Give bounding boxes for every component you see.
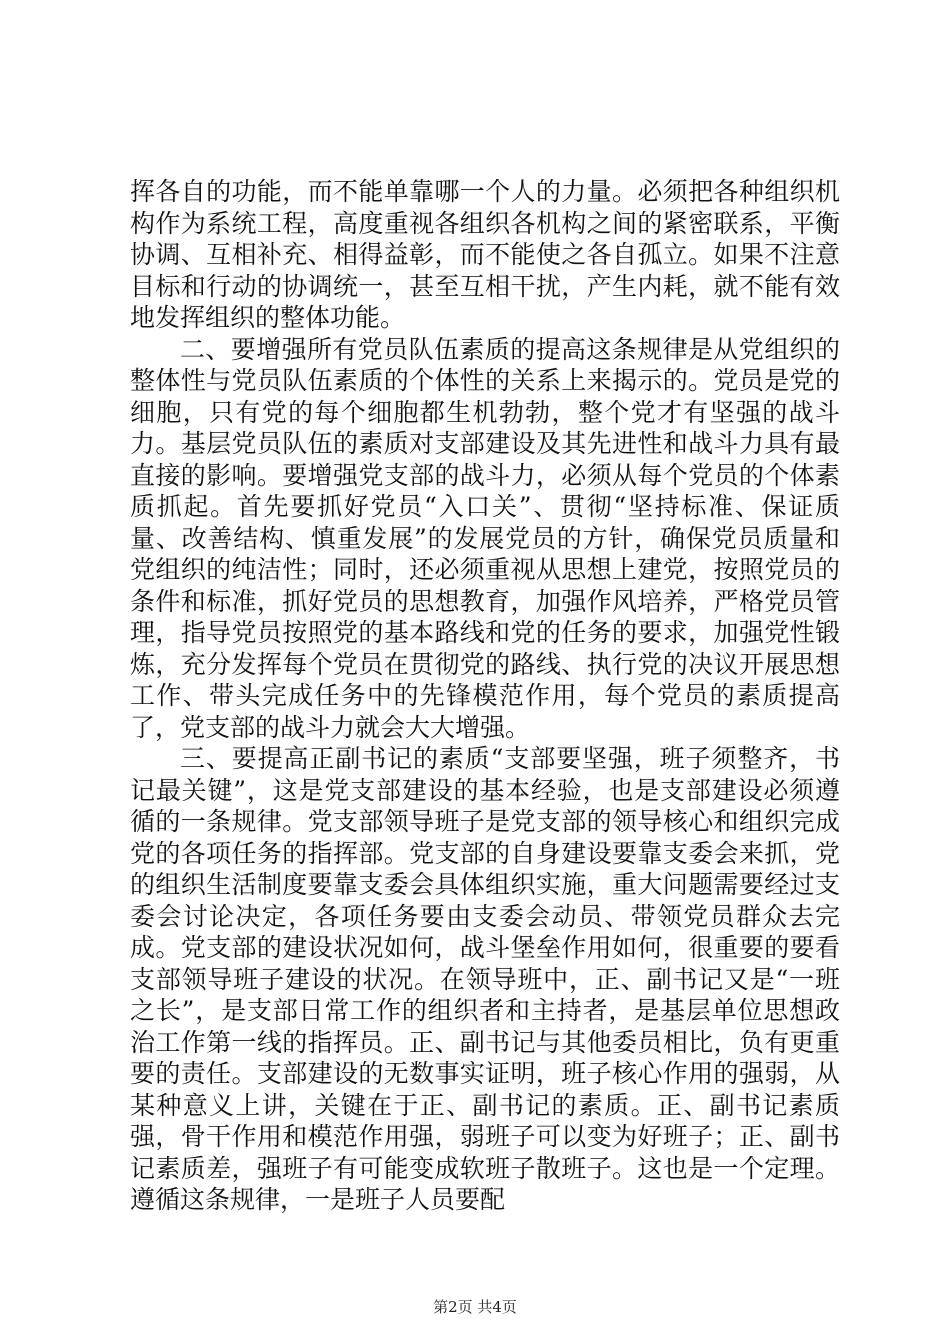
paragraph-3: 三、要提高正副书记的素质“支部要坚强，班子须整齐，书记最关键”，这是党支部建设的基本经验，也是支部建设必须遵循的一条规律。党支部领导班子是党支部的领导核心和组织完成党的各项任务的指挥部。党支部的自身建设要靠支委会来抓，党的组织生活制度要靠支委会具体组织实施，重大问题需要经过支委会讨论决定，各项任务要由支委会动员、带领党员群众去完成。党支部的建设状况如何，战斗堡垒作用如何，很重要的要看支部领导班子建设的状况。在领导班中，正、副书记又是“一班之长”，是支部日常工作的组织者和主持者，是基层单位思想政治工作第一线的指挥员。正、副书记与其他委员相比，负有更重要的责任。支部建设的无数事实证明，班子核心作用的强弱，从某种意义上讲，关键在于正、副书记的素质。正、副书记素质强，骨干作用和模范作用强，弱班子可以变为好班子；正、副书记素质差，强班子有可能变成软班子散班子。这也是一个定理。遵循这条规律，一是班子人员要配 xyxy=(130,744,840,1214)
page-number: 第2页 共4页 xyxy=(433,1298,517,1316)
paragraph-2: 二、要增强所有党员队伍素质的提高这条规律是从党组织的整体性与党员队伍素质的个体性的关系上来揭示的。党员是党的细胞，只有党的每个细胞都生机勃勃，整个党才有坚强的战斗力。基层党员队伍的素质对支部建设及其先进性和战斗力具有最直接的影响。要增强党支部的战斗力，必须从每个党员的个体素质抓起。首先要抓好党员“入口关”、贯彻“坚持标准、保证质量、改善结构、慎重发展”的发展党员的方针，确保党员质量和党组织的纯洁性；同时，还必须重视从思想上建党，按照党员的条件和标准，抓好党员的思想教育，加强作风培养，严格党员管理，指导党员按照党的基本路线和党的任务的要求，加强党性锻炼，充分发挥每个党员在贯彻党的路线、执行党的决议开展思想工作、带头完成任务中的先锋模范作用，每个党员的素质提高了，党支部的战斗力就会大大增强。 xyxy=(130,334,840,742)
body-text xyxy=(130,176,840,1216)
page-footer xyxy=(0,1296,950,1317)
paragraph-1: 挥各自的功能，而不能单靠哪一个人的力量。必须把各种组织机构作为系统工程，高度重视各组织各机构之间的紧密联系，平衡协调、互相补充、相得益彰，而不能使之各自孤立。如果不注意目标和行动的协调统一，甚至互相干扰，产生内耗，就不能有效地发挥组织的整体功能。 xyxy=(130,177,840,332)
